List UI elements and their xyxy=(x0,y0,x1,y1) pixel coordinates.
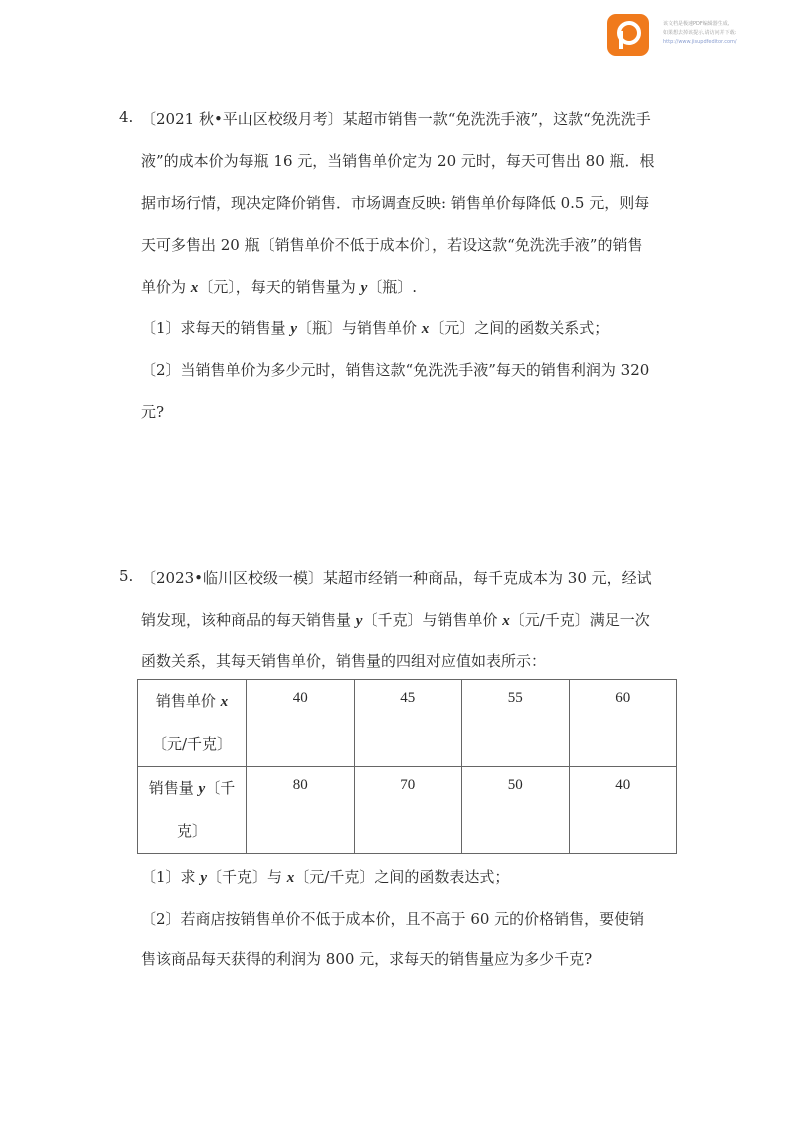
var-x: x xyxy=(502,613,510,629)
q4-sub-2-line-2: 元? xyxy=(141,403,165,421)
q5-sub-1-text-b: 〔千克〕与 xyxy=(206,868,287,886)
q4-line-4: 天可多售出 20 瓶〔销售单价不低于成本价〕，若设这款“免洗洗手液”的销售 xyxy=(141,236,643,254)
table-cell: 40 xyxy=(247,680,355,767)
q5-line-2-text-a: 销发现，该种商品的每天销售量 xyxy=(141,611,356,629)
q5-sub-2-line-2: 售该商品每天获得的利润为 800 元，求每天的销售量应为多少千克? xyxy=(141,950,593,968)
var-x: x xyxy=(421,321,430,337)
table-cell: 40 xyxy=(569,767,677,854)
table-cell: 45 xyxy=(354,680,462,767)
q5-sub-2-line-1: 〔2〕若商店按销售单价不低于成本价，且不高于 60 元的价格销售，要使销 xyxy=(141,910,645,928)
table-header-price-unit: 〔元/千克〕 xyxy=(151,735,233,753)
var-y: y xyxy=(355,613,363,629)
q4-sub-1-text-b: 〔瓶〕与销售单价 xyxy=(296,319,422,337)
q4-sub-1 xyxy=(141,317,609,338)
q5-line-3: 函数关系，其每天销售单价，销售量的四组对应值如表所示： xyxy=(141,652,547,670)
q4-sub-1-text-a: 〔1〕求每天的销售量 xyxy=(141,319,291,337)
table-header-sales-text: 销售量 xyxy=(148,779,199,797)
q4-number: 4. xyxy=(119,108,134,126)
q4-line-5-text-a: 单价为 xyxy=(141,278,191,296)
q4-sub-1-text-c: 〔元〕之间的函数关系式； xyxy=(429,319,610,337)
q4-line-3: 据市场行情，现决定降价销售．市场调查反映: 销售单价每降低 0.5 元，则每 xyxy=(141,194,650,212)
table-cell: 55 xyxy=(462,680,570,767)
var-y: y xyxy=(290,321,297,337)
table-cell: 70 xyxy=(354,767,462,854)
price-sales-table xyxy=(137,679,677,854)
table-row-sales xyxy=(138,767,677,854)
var-x: x xyxy=(220,694,229,710)
var-y: y xyxy=(200,870,207,886)
q5-sub-1 xyxy=(141,866,509,887)
q4-line-1: 〔2021 秋•平山区校级月考〕某超市销售一款“免洗洗手液”，这款“免洗洗手 xyxy=(141,110,651,128)
q5-line-2 xyxy=(141,609,650,630)
var-y: y xyxy=(360,280,368,296)
table-header-price xyxy=(138,680,247,767)
watermark-link[interactable]: http://www.jisupdfeditor.com/ xyxy=(663,39,737,45)
watermark-notice xyxy=(663,20,793,47)
table-cell: 50 xyxy=(462,767,570,854)
watermark-line-1: 该文档是极速PDF编辑器生成, xyxy=(663,21,730,27)
var-y: y xyxy=(198,781,206,797)
watermark-line-2: 如果想去掉该提示,请访问并下载: xyxy=(663,30,737,36)
table-cell: 80 xyxy=(247,767,355,854)
var-x: x xyxy=(190,280,199,296)
table-row-price xyxy=(138,680,677,767)
q4-line-2: 液”的成本价为每瓶 16 元，当销售单价定为 20 元时，每天可售出 80 瓶．根 xyxy=(141,152,655,170)
q5-sub-1-text-c: 〔元/千克〕之间的函数表达式； xyxy=(294,868,510,886)
table-header-sales-unit-b: 克〕 xyxy=(176,822,207,840)
q5-line-1: 〔2023•临川区校级一模〕某超市经销一种商品，每千克成本为 30 元，经试 xyxy=(141,569,652,587)
table-header-price-text: 销售单价 xyxy=(155,692,221,710)
q4-line-5 xyxy=(141,276,417,297)
pdf-editor-logo-icon xyxy=(607,14,649,56)
q4-line-5-text-b: 〔元〕，每天的销售量为 xyxy=(198,278,361,296)
q4-sub-2-line-1: 〔2〕当销售单价为多少元时，销售这款“免洗洗手液”每天的销售利润为 320 xyxy=(141,361,650,379)
q5-line-2-text-c: 〔元/千克〕满足一次 xyxy=(509,611,650,629)
table-header-sales xyxy=(138,767,247,854)
q5-number: 5. xyxy=(119,567,134,585)
q4-line-5-text-c: 〔瓶〕. xyxy=(367,278,418,296)
table-cell: 60 xyxy=(569,680,677,767)
q5-sub-1-text-a: 〔1〕求 xyxy=(141,868,201,886)
q5-line-2-text-b: 〔千克〕与销售单价 xyxy=(362,611,503,629)
table-header-sales-unit-a: 〔千 xyxy=(205,779,236,797)
var-x: x xyxy=(286,870,295,886)
